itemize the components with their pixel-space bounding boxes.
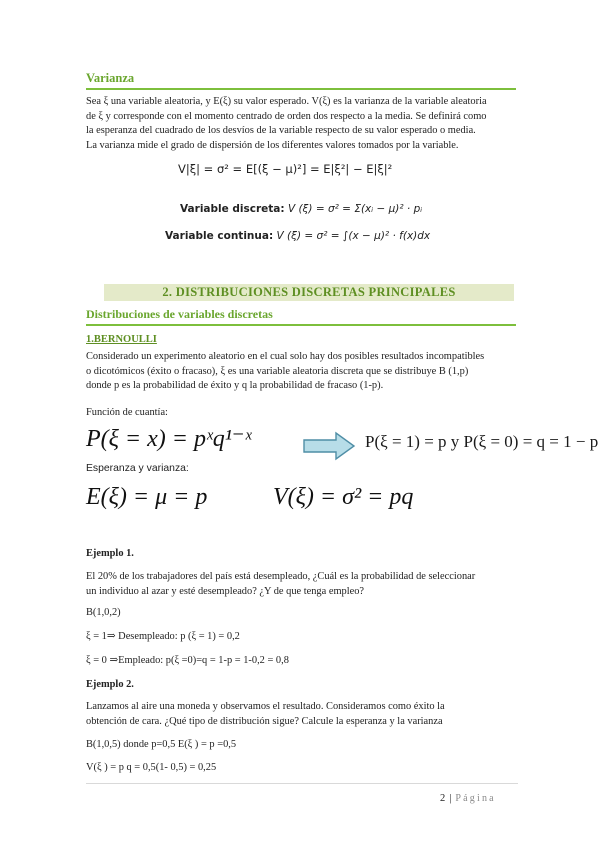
paragraph-line: donde p es la probabilidad de éxito y q la probabilidad de fracaso (1-p). [86,380,384,392]
paragraph-line: Considerado un experimento aleatorio en el cual solo hay dos posibles resultados incompatibles [86,351,485,362]
paragraph-line: un individuo al azar y esté desempleado? ¿Y de que tenga empleo? [86,585,365,597]
bernoulli-paragraph [86,350,518,394]
paragraph-line: El 20% de los trabajadores del país está desempleado, ¿Cuál es la probabilidad de seleccionar [86,571,476,582]
pmf-formula: P(ξ = x) = pˣq¹⁻ˣ [86,426,252,452]
varianza-rule [86,88,516,90]
subheading-rule [86,324,516,326]
bernoulli-title: 1.BERNOULLI [86,334,157,345]
footer-separator: | [449,793,452,804]
paragraph-line: o dicotómicos (éxito o fracaso), ξ es una variable aleatoria discreta que se distribuye B (1,p) [86,365,469,377]
cuantia-label: Función de cuantía: [86,407,168,418]
pmf-values: P(ξ = 1) = p y P(ξ = 0) = q = 1 − p [365,432,599,451]
varianza-heading: Varianza [86,71,135,85]
paragraph-line: de ξ y corresponde con el momento centrado de orden dos respecto a la media. Se definirá como [86,110,487,122]
paragraph-line: la esperanza del cuadrado de los desvíos de la variable respecto de su valor esperado o media. [86,125,476,137]
paragraph-line: obtención de cara. ¿Qué tipo de distribución sigue? Calcule la esperanza y la varianza [86,715,443,727]
example-2-line-2: V(ξ ) = p q = 0,5(1- 0,5) = 0,25 [86,762,217,773]
page-number: 2 [440,793,446,804]
paragraph-line: Sea ξ una variable aleatoria, y E(ξ) su valor esperado. V(ξ) es la varianza de la variable aleatoria [86,96,487,107]
variance-formula: V|ξ| = σ² = E[(ξ − μ)²] = E|ξ²| − E|ξ|² [178,162,393,176]
paragraph-line: La varianza mide el grado de dispersión de los diferentes valores tomados por la variable. [86,139,459,151]
example-2-title: Ejemplo 2. [86,679,134,690]
bernoulli-variance-formula: V(ξ) = σ² = pq [273,484,414,510]
continuous-formula: V (ξ) = σ² = ∫(x − μ)² · f(x)dx [276,230,431,242]
paragraph-line: Lanzamos al aire una moneda y observamos el resultado. Consideramos como éxito la [86,701,445,712]
esperanza-label: Esperanza y varianza: [86,463,189,474]
example-1-line-2: ξ = 0 ⇒Empleado: p(ξ =0)=q = 1-p = 1-0,2 = 0,8 [86,655,289,666]
page-word: Página [455,793,496,804]
example-2-line-1: B(1,0,5) donde p=0,5 E(ξ ) = p =0,5 [86,739,237,750]
discrete-formula: V (ξ) = σ² = Σ(xᵢ − μ)² · pᵢ [287,203,423,215]
section-banner: 2. DISTRIBUCIONES DISCRETAS PRINCIPALES [104,284,514,301]
example-1-paragraph [86,570,518,599]
page-footer [440,788,496,806]
example-1-title: Ejemplo 1. [86,548,134,559]
right-arrow-icon [302,431,356,461]
continuous-variance-formula [165,230,430,242]
example-1-distribution: B(1,0,2) [86,607,121,618]
varianza-paragraph [86,95,518,153]
expectation-formula: E(ξ) = μ = p [86,484,208,510]
discrete-variance-formula [180,203,422,215]
subheading-discrete: Distribuciones de variables discretas [86,307,273,321]
continuous-label: Variable continua: [165,230,274,242]
footer-rule [86,783,518,784]
example-1-line-1: ξ = 1⇒ Desempleado: p (ξ = 1) = 0,2 [86,631,240,642]
discrete-label: Variable discreta: [180,203,285,215]
example-2-paragraph [86,700,518,729]
